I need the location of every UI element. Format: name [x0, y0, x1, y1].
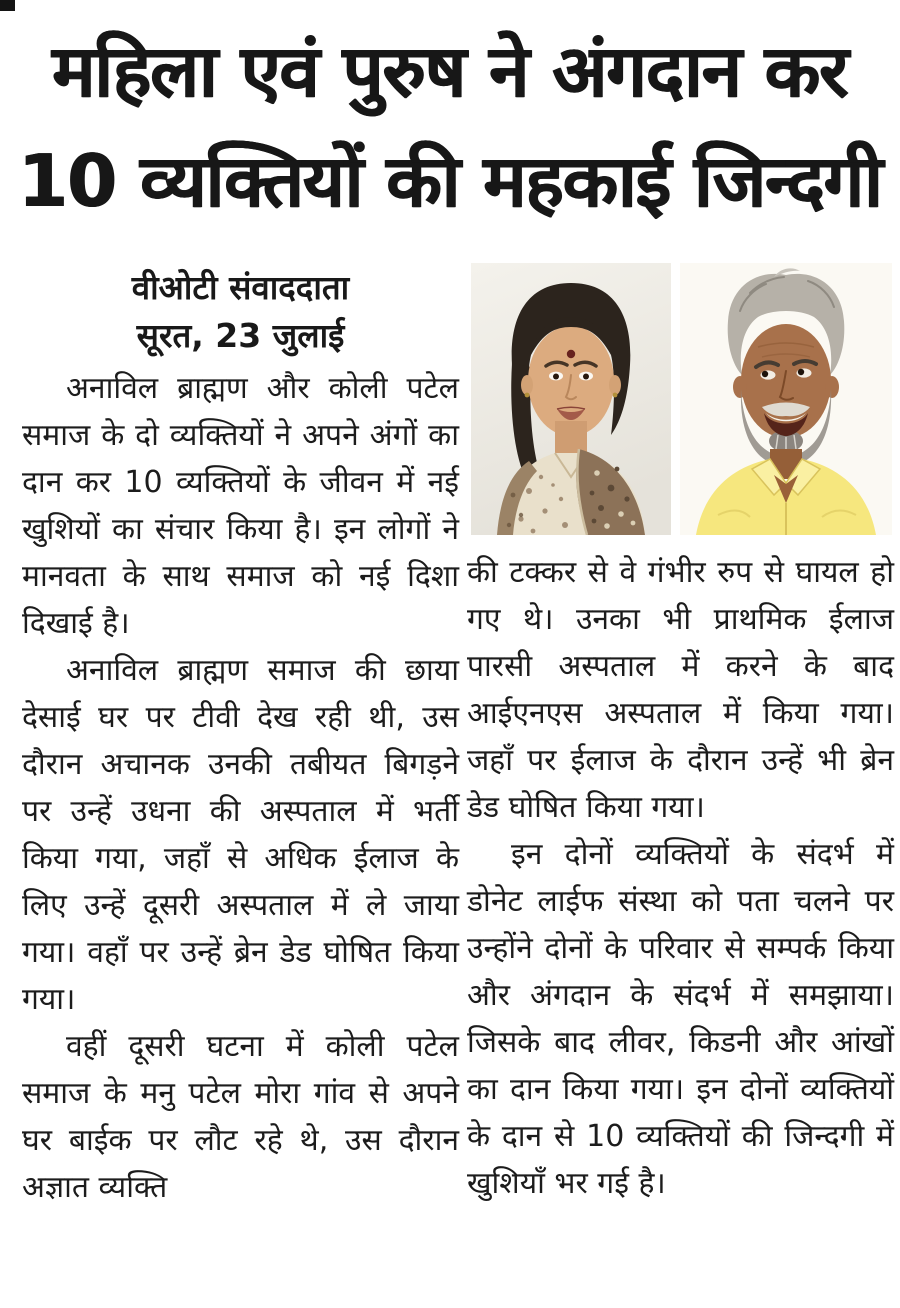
man-portrait-photo — [680, 263, 892, 535]
article-paragraph: की टक्कर से वे गंभीर रुप से घायल हो गए थे। उनका भी प्राथमिक ईलाज पारसी अस्पताल में करने के बाद आईएनएस अस्पताल में किया गया। जहाँ पर ईलाज के दौरान उन्हें भी ब्रेन डेड घोषित किया गया। — [467, 555, 894, 825]
scan-corner-mark — [0, 0, 15, 11]
woman-portrait-illustration — [471, 263, 671, 535]
article-paragraph: इन दोनों व्यक्तियों के संदर्भ में डोनेट लाईफ संस्था को पता चलने पर उन्होंने दोनों के परिवार से सम्पर्क किया और अंगदान के संदर्भ में समझाया। जिसके बाद लीवर, किडनी और आंखों का दान किया गया। इन दोनों व्यक्तियों के दान से 10 व्यक्तियों की जिन्दगी में खुशियाँ भर गई है। — [467, 837, 894, 1201]
article-headline — [0, 16, 900, 236]
left-column — [22, 264, 459, 1211]
headline-line-1: महिला एवं पुरुष ने अंगदान कर — [52, 29, 848, 113]
right-column-body — [467, 549, 894, 1207]
article-paragraph: अनाविल ब्राह्मण समाज की छाया देसाई घर पर टीवी देख रही थी, उस दौरान अचानक उनकी तबीयत बिगड़ने पर उन्हें उधना की अस्पताल में भर्ती किया गया, जहाँ से अधिक ईलाज के लिए उन्हें दूसरी अस्पताल में ले जाया गया। वहाँ पर उन्हें ब्रेन डेड घोषित किया गया। — [22, 653, 459, 1017]
article-paragraph: वहीं दूसरी घटना में कोली पटेल समाज के मनु पटेल मोरा गांव से अपने घर बाईक पर लौट रहे थे, उस दौरान अज्ञात व्यक्ति — [22, 1029, 459, 1205]
woman-portrait-photo — [471, 263, 671, 535]
byline — [22, 264, 459, 360]
right-column — [467, 549, 894, 1207]
headline-line-2: 10 व्यक्तियों की महकाई जिन्दगी — [18, 139, 882, 223]
article-paragraph: अनाविल ब्राह्मण और कोली पटेल समाज के दो व्यक्तियों ने अपने अंगों का दान कर 10 व्यक्तियों के जीवन में नई खुशियों का संचार किया है। इन लोगों ने मानवता के साथ समाज को नई दिशा दिखाई है। — [22, 371, 459, 641]
byline-dateline: सूरत, 23 जुलाई — [136, 316, 345, 355]
article-photos — [471, 263, 892, 535]
man-portrait-illustration — [680, 263, 892, 535]
byline-reporter: वीओटी संवाददाता — [131, 268, 350, 307]
left-column-body — [22, 365, 459, 1211]
